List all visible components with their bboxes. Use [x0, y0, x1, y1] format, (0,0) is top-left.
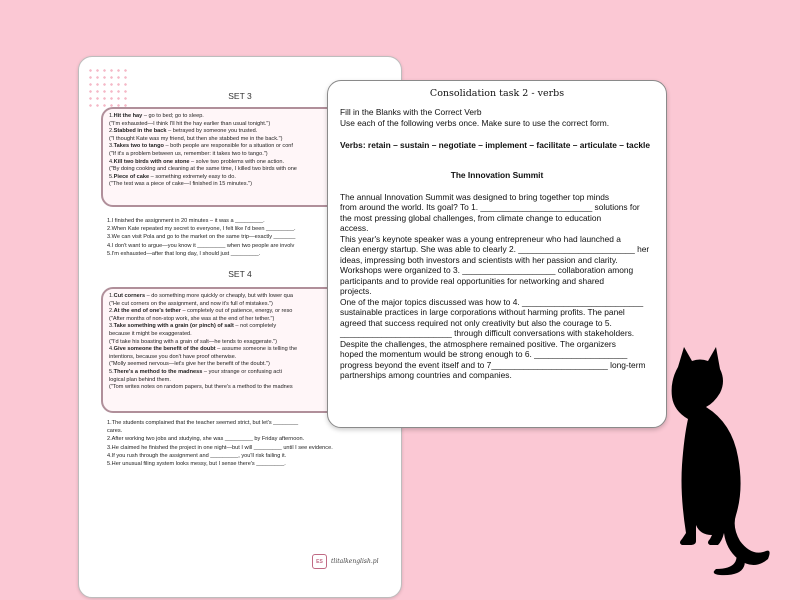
story-line: the most pressing global challenges, from climate change to education: [340, 212, 602, 223]
story-line: participants and to provide real opportunities for networking and shared: [340, 275, 604, 286]
exercise-sentence: 5.I'm exhausted—after that long day, I should just _________.: [107, 250, 261, 257]
set3-title: SET 3: [228, 91, 252, 101]
idiom-meaning: – solve two problems with one action.: [189, 158, 285, 165]
story-line: clean energy startup. She was able to clearly 2. _________________________ her: [340, 244, 650, 255]
exercise-sentence: 2.After working two jobs and studying, she was _________ by Friday afternoon.: [107, 436, 305, 443]
idiom-term: Take something with a grain (or pinch) of salt: [113, 323, 234, 330]
item-number: 2.: [109, 308, 114, 315]
item-number: 5.: [109, 368, 114, 375]
item-number: 1.: [109, 113, 114, 119]
story-line: access.: [340, 223, 369, 234]
idiom-example: because it might be exaggerated.: [109, 330, 192, 337]
idiom-meaning: – go to bed; go to sleep.: [142, 113, 204, 119]
exercise-sentence: 5.Her unusual filing system looks messy, but I sense there's _________.: [107, 461, 286, 468]
idiom-example: ("If it's a problem between us, remember: it takes two to tango."): [109, 150, 268, 157]
idiom-term: Stabbed in the back: [113, 128, 167, 135]
idiom-meaning: – completely out of patience, energy, or reso: [180, 308, 293, 315]
idiom-example: ("I'd take his boasting with a grain of salt—he tends to exaggerate."): [109, 338, 277, 345]
idiom-meaning: – both people are responsible for a situation or conf: [163, 143, 293, 150]
story-line: ideas, impressing both investors and scientists with her passion and clarity.: [340, 254, 618, 265]
exercise-sentence: cares.: [107, 428, 123, 435]
exercise-sentence: 2.When Kate repeated my secret to everyone, I felt like I'd been _________.: [107, 226, 296, 233]
logo-text: tlitalkenglish.pl: [331, 558, 379, 565]
idiom-example: ("By doing cooking and cleaning at the same time, I killed two birds with one: [109, 166, 297, 173]
item-number: 2.: [109, 128, 114, 135]
item-number: 3.: [109, 143, 114, 150]
idiom-example: ("I'm exhausted—I think I'll hit the hay earlier than usual tonight."): [109, 120, 271, 127]
idiom-meaning: – something extremely easy to do.: [149, 173, 236, 180]
exercise-sentence: 3.We can visit Pola and go to the market on the same trip—exactly _______: [107, 234, 296, 241]
exercise-sentence: 1.The students complained that the teacher seemed strict, but let's ________: [107, 420, 299, 426]
idiom-term: At the end of one's tether: [113, 308, 181, 315]
site-logo: [312, 554, 379, 569]
idiom-example: ("Molly seemed nervous—let's give her the benefit of the doubt."): [109, 361, 270, 368]
item-number: 1.: [109, 293, 114, 299]
story-text: [340, 192, 654, 381]
idiom-meaning: – not completely: [233, 323, 277, 330]
exercise-sentence: 4.I don't want to argue—you know it _________ when two people are involv: [107, 242, 295, 249]
story-line: This year's keynote speaker was a young entrepreneur who had launched a: [340, 233, 621, 244]
exercise-sentence: 3.He claimed he finished the project in one night—but I will _________ until I see evidence.: [107, 444, 333, 451]
story-line: One of the major topics discussed was how to 4. __________________________: [340, 296, 644, 307]
idiom-example: ("After months of non-stop work, she was at the end of her tether."): [109, 315, 275, 322]
instruction-line-2: Use each of the following verbs once. Make sure to use the correct form.: [340, 117, 610, 128]
dot-pattern-decoration: [87, 67, 127, 107]
instruction-line-1: Fill in the Blanks with the Correct Verb: [340, 107, 482, 117]
story-line: The annual Innovation Summit was designed to bring together top minds: [340, 191, 610, 202]
idiom-example: intentions, because you don't have proof otherwise.: [109, 353, 237, 360]
story-line: Workshops were organized to 3. ____________________ collaboration among: [340, 265, 634, 276]
item-number: 5.: [109, 173, 114, 180]
item-number: 4.: [109, 158, 114, 165]
item-number: 3.: [109, 323, 114, 330]
story-line: Despite the challenges, the atmosphere remained positive. The organizers: [340, 338, 616, 349]
story-line: projects.: [340, 286, 372, 297]
idiom-example: ("He cut corners on the assignment, and now it's full of mistakes."): [109, 300, 273, 307]
story-line: partnerships among countries and companies.: [340, 370, 512, 381]
task-title: Consolidation task 2 - verbs: [429, 88, 565, 99]
story-title: The Innovation Summit: [450, 169, 544, 180]
logo-badge-icon: ES: [312, 554, 327, 569]
story-line: from around the world. Its goal? To 1. ________________________ solutions for: [340, 202, 640, 213]
idiom-meaning: – assume someone is telling the: [215, 346, 298, 353]
verbs-list: Verbs: retain – sustain – negotiate – implement – facilitate – articulate – tackle: [340, 140, 650, 151]
story-line: progress beyond the event itself and to 7_________________________ long-term: [340, 359, 646, 370]
idiom-meaning: – betrayed by someone you trusted.: [166, 128, 258, 135]
exercise-sentence: 4.If you rush through the assignment and _________, you'll risk failing it.: [107, 452, 287, 459]
idiom-term: Give someone the benefit of the doubt: [113, 346, 216, 353]
story-line: ________________________ through difficult conversations with stakeholders.: [340, 328, 635, 339]
idiom-meaning: – do something more quickly or cheaply, but with lower qua: [145, 293, 293, 299]
idiom-example: ("Tom writes notes on random papers, but there's a method to the madnes: [109, 384, 293, 391]
story-line: agreed that success required not only creativity but also the courage to 5.: [340, 317, 612, 328]
idiom-example: logical plan behind them.: [109, 376, 171, 383]
idiom-example: ("I thought Kate was my friend, but then she stabbed me in the back."): [109, 135, 283, 142]
exercise-sentence: 1.I finished the assignment in 20 minutes – it was a _________.: [107, 218, 265, 224]
idiom-term: Cut corners: [113, 293, 146, 299]
idiom-term: Piece of cake: [113, 173, 150, 180]
story-line: hoped the momentum would be strong enough to 6. ____________________: [340, 349, 628, 360]
idiom-example: ("The test was a piece of cake—I finished in 15 minutes."): [109, 181, 252, 188]
set4-title: SET 4: [228, 269, 252, 279]
item-number: 4.: [109, 346, 114, 353]
front-worksheet: [327, 80, 667, 428]
idiom-term: Hit the hay: [113, 113, 143, 119]
idiom-term: There's a method to the madness: [113, 368, 203, 375]
idiom-term: Kill two birds with one stone: [113, 158, 190, 165]
idiom-meaning: – your strange or confusing acti: [202, 368, 282, 375]
cat-silhouette-icon: [640, 345, 770, 580]
idiom-term: Takes two to tango: [113, 143, 164, 150]
story-line: sustainable practices in large corporations without harming profits. The panel: [340, 307, 625, 318]
